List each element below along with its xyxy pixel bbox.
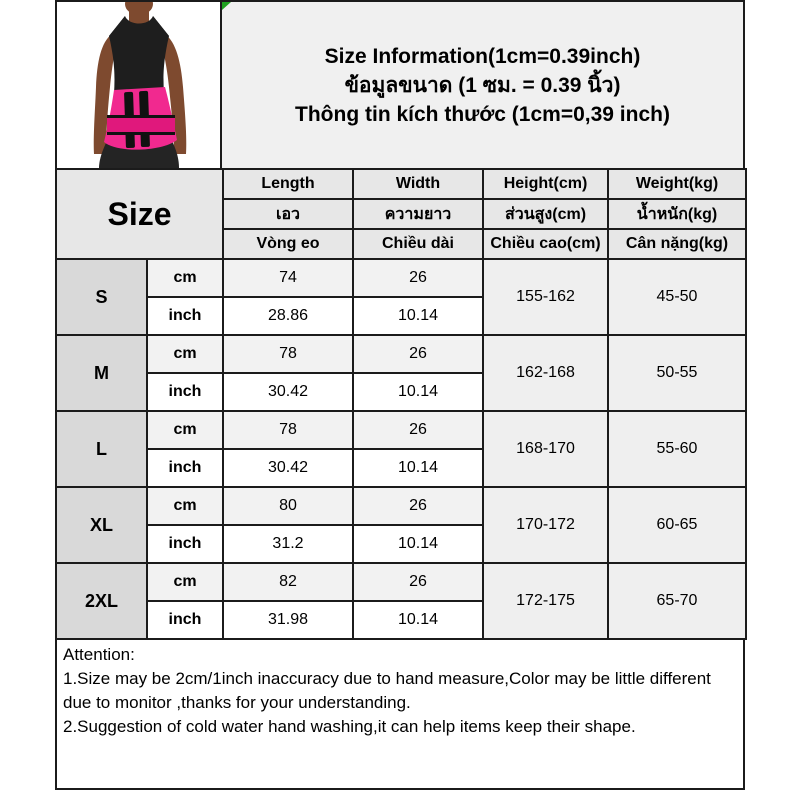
s-height-range: 155-162: [483, 259, 608, 335]
xl-height-range: 170-172: [483, 487, 608, 563]
attention-line-2: 2.Suggestion of cold water hand washing,it can help items keep their shape.: [63, 717, 636, 736]
product-photo: [55, 0, 222, 170]
2xl-height-range: 172-175: [483, 563, 608, 639]
title-line-vietnamese: Thông tin kích thước (1cm=0,39 inch): [295, 102, 670, 126]
unit-inch: inch: [147, 601, 223, 639]
title-line-english: Size Information(1cm=0.39inch): [324, 44, 641, 68]
s-length-inch: 28.86: [223, 297, 353, 335]
2xl-weight-range: 65-70: [608, 563, 746, 639]
header-size: Size: [56, 169, 223, 259]
m-weight-range: 50-55: [608, 335, 746, 411]
unit-inch: inch: [147, 525, 223, 563]
unit-cm: cm: [147, 487, 223, 525]
unit-cm: cm: [147, 411, 223, 449]
l-width-inch: 10.14: [353, 449, 483, 487]
waist-trainer-model-illustration: [57, 2, 220, 168]
header-height-th: ส่วนสูง(cm): [483, 199, 608, 229]
header-width-th: ความยาว: [353, 199, 483, 229]
header-length-vi: Vòng eo: [223, 229, 353, 259]
size-label-m: M: [56, 335, 147, 411]
title-line-thai: ข้อมูลขนาด (1 ซม. = 0.39 นิ้ว): [344, 73, 621, 97]
size-label-l: L: [56, 411, 147, 487]
l-length-cm: 78: [223, 411, 353, 449]
size-info-title-box: [222, 0, 745, 170]
s-width-inch: 10.14: [353, 297, 483, 335]
size-label-2xl: 2XL: [56, 563, 147, 639]
header-height-en: Height(cm): [483, 169, 608, 199]
unit-inch: inch: [147, 373, 223, 411]
top-row: [55, 0, 745, 170]
green-corner-flag-icon: [222, 2, 231, 10]
attention-line-1: 1.Size may be 2cm/1inch inaccuracy due to hand measure,Color may be little different due to monitor ,thanks for your understanding.: [63, 669, 711, 712]
2xl-length-inch: 31.98: [223, 601, 353, 639]
m-length-cm: 78: [223, 335, 353, 373]
xl-length-cm: 80: [223, 487, 353, 525]
header-weight-vi: Cân nặng(kg): [608, 229, 746, 259]
header-height-vi: Chiều cao(cm): [483, 229, 608, 259]
header-width-en: Width: [353, 169, 483, 199]
unit-cm: cm: [147, 335, 223, 373]
unit-inch: inch: [147, 449, 223, 487]
xl-weight-range: 60-65: [608, 487, 746, 563]
l-weight-range: 55-60: [608, 411, 746, 487]
attention-title: Attention:: [63, 645, 135, 664]
m-length-inch: 30.42: [223, 373, 353, 411]
header-width-vi: Chiều dài: [353, 229, 483, 259]
xl-width-inch: 10.14: [353, 525, 483, 563]
header-weight-th: น้ำหนัก(kg): [608, 199, 746, 229]
s-length-cm: 74: [223, 259, 353, 297]
size-label-xl: XL: [56, 487, 147, 563]
size-chart-content: [55, 0, 745, 790]
m-width-inch: 10.14: [353, 373, 483, 411]
l-length-inch: 30.42: [223, 449, 353, 487]
attention-box: [55, 638, 745, 790]
xl-length-inch: 31.2: [223, 525, 353, 563]
s-weight-range: 45-50: [608, 259, 746, 335]
xl-width-cm: 26: [353, 487, 483, 525]
s-width-cm: 26: [353, 259, 483, 297]
m-height-range: 162-168: [483, 335, 608, 411]
unit-cm: cm: [147, 563, 223, 601]
2xl-width-cm: 26: [353, 563, 483, 601]
2xl-width-inch: 10.14: [353, 601, 483, 639]
2xl-length-cm: 82: [223, 563, 353, 601]
m-width-cm: 26: [353, 335, 483, 373]
unit-inch: inch: [147, 297, 223, 335]
header-length-th: เอว: [223, 199, 353, 229]
size-label-s: S: [56, 259, 147, 335]
l-width-cm: 26: [353, 411, 483, 449]
l-height-range: 168-170: [483, 411, 608, 487]
size-table: [55, 168, 747, 640]
header-length-en: Length: [223, 169, 353, 199]
header-weight-en: Weight(kg): [608, 169, 746, 199]
unit-cm: cm: [147, 259, 223, 297]
